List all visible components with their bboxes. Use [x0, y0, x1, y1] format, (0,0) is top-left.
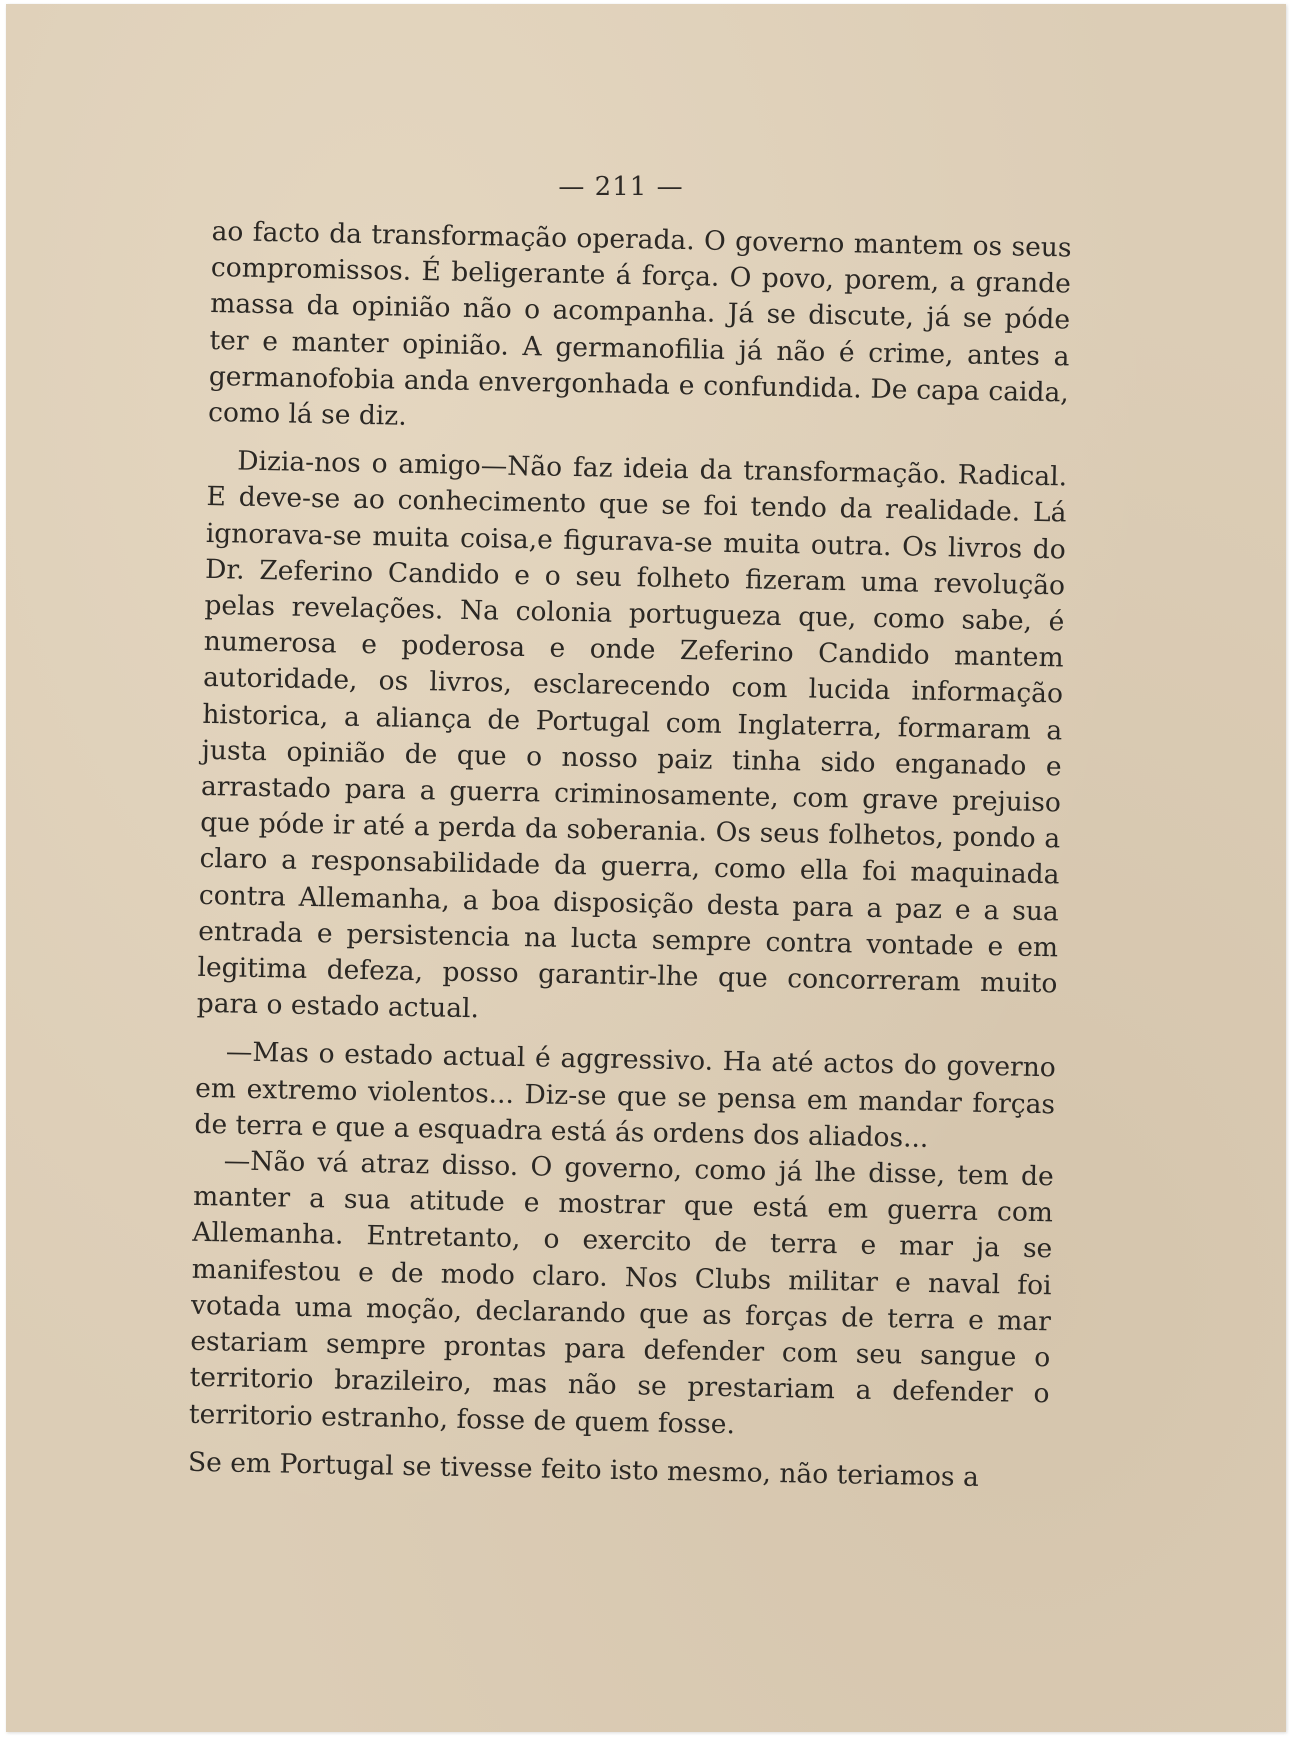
page-number: — 211 — — [558, 172, 684, 202]
document-page — [6, 4, 1286, 1732]
paragraph-2: Dizia-nos o amigo—Não faz ideia da transformação. Radical. E deve-se ao conhecimento que se foi tendo da realidade. Lá ignorava-se muita coisa,e figurava-se muita outra. Os livros do Dr. Zeferino Candido e o seu folheto fizeram uma revolução pelas revelações. Na colonia portugueza que, como sabe, é numerosa e poderosa e onde Zeferino Candido mantem autoridade, os livros, esclarecendo com lucida informação historica, a aliança de Portugal com Inglaterra, formaram a justa opinião de que o nosso paiz tinha sido enganado e arrastado para a guerra criminosamente, com grave prejuiso que póde ir até a perda da soberania. Os seus folhetos, pondo a claro a responsabilidade da guerra, como ella foi maquinada contra Allemanha, a boa disposição desta para a paz e a sua entrada e persistencia na lucta sempre contra vontade e em legitima defeza, posso garantir-lhe que concorreram muito para o estado actual. — [196, 445, 1068, 1025]
paragraph-5: Se em Portugal se tivesse feito isto mesmo, não teriamos a — [187, 1446, 980, 1493]
paragraph-1: ao facto da transformação operada. O governo mantem os seus compromissos. É beligerante á força. O povo, porem, a grande massa da opinião não o acompanha. Já se discute, já se póde ter e manter opinião. A germanofilia já não é crime, antes a germanofobia anda envergonhada e confundida. De capa caida, como lá se diz. — [207, 215, 1072, 432]
paragraph-3: —Mas o estado actual é aggressivo. Ha até actos do governo em extremo violentos... Diz-se que se pensa em mandar forças de terra e que a esquadra está ás ordens dos aliados... — [194, 1036, 1057, 1154]
body-text — [188, 214, 1072, 1497]
paragraph-4: —Não vá atraz disso. O governo, como já lhe disse, tem de manter a sua atitude e mostrar que está em guerra com Allemanha. Entretanto, o exercito de terra e mar ja se manifestou e de modo claro. Nos Clubs militar e naval foi votada uma moção, declarando que as forças de terra e mar estariam sempre prontas para defender com seu sangue o territorio brazileiro, mas não se prestariam a defender o territorio estranho, fosse de quem fosse. — [188, 1145, 1054, 1440]
